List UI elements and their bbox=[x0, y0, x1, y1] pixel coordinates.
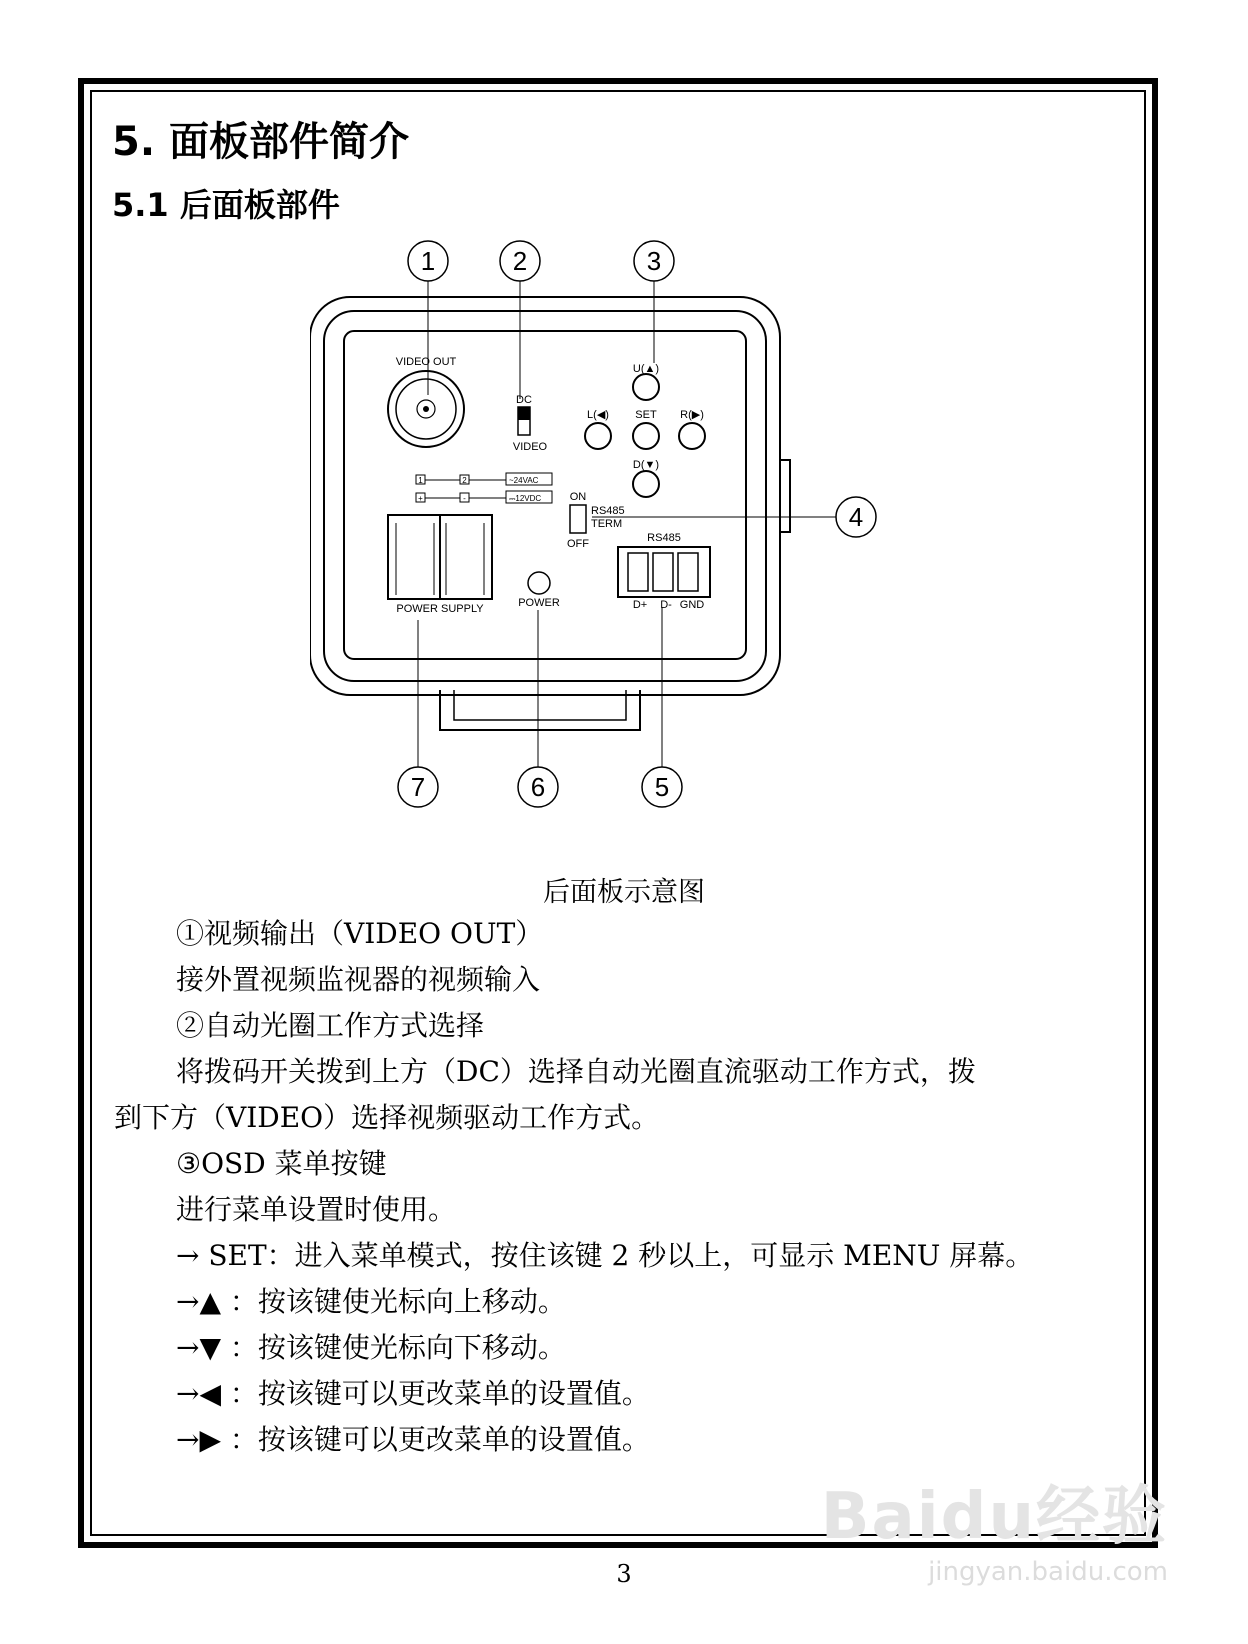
osd-button-left bbox=[585, 409, 611, 449]
body-line: →▲ ：按该键使光标向上移动。 bbox=[176, 1285, 566, 1318]
page-number: 3 bbox=[616, 1560, 632, 1588]
body-line: ③OSD 菜单按键 bbox=[176, 1147, 387, 1180]
svg-text:L(◀): L(◀) bbox=[587, 409, 609, 421]
callout-6 bbox=[518, 767, 558, 807]
dc-video-switch bbox=[513, 394, 548, 453]
svg-text:TERM: TERM bbox=[591, 518, 623, 530]
svg-text:OFF: OFF bbox=[567, 538, 589, 550]
svg-text:U(▲): U(▲) bbox=[632, 363, 660, 375]
power-led bbox=[518, 572, 560, 609]
power-polarity-labels bbox=[416, 473, 552, 503]
callout-4 bbox=[836, 497, 876, 537]
rs485-terminal bbox=[618, 532, 710, 611]
callout-5 bbox=[642, 767, 682, 807]
osd-button-set bbox=[633, 409, 659, 449]
rear-panel-diagram bbox=[310, 235, 910, 825]
svg-text:~24VAC: ~24VAC bbox=[509, 476, 539, 485]
svg-text:GND: GND bbox=[679, 599, 705, 611]
body-line: →▶ ：按该键可以更改菜单的设置值。 bbox=[176, 1423, 650, 1456]
svg-text:4: 4 bbox=[848, 502, 864, 532]
svg-text:1: 1 bbox=[418, 476, 423, 485]
svg-text:RS485: RS485 bbox=[591, 505, 625, 517]
svg-text:1: 1 bbox=[420, 246, 436, 276]
body-line: → SET：进入菜单模式，按住该键 2 秒以上，可显示 MENU 屏幕。 bbox=[176, 1239, 1034, 1272]
callout-7 bbox=[398, 767, 438, 807]
svg-text:6: 6 bbox=[530, 772, 546, 802]
body-line: 接外置视频监视器的视频输入 bbox=[176, 963, 541, 996]
body-line: ②自动光圈工作方式选择 bbox=[176, 1009, 485, 1042]
callout-1 bbox=[408, 241, 448, 281]
svg-text:DC: DC bbox=[516, 394, 532, 406]
osd-button-down bbox=[633, 459, 659, 497]
svg-text:3: 3 bbox=[646, 246, 662, 276]
svg-text:SET: SET bbox=[635, 409, 657, 421]
body-line: 将拨码开关拨到上方（DC）选择自动光圈直流驱动工作方式，拨 bbox=[176, 1055, 976, 1088]
body-line: 到下方（VIDEO）选择视频驱动工作方式。 bbox=[114, 1101, 660, 1134]
svg-text:2: 2 bbox=[512, 246, 528, 276]
svg-text:5: 5 bbox=[654, 772, 670, 802]
callout-3 bbox=[634, 241, 674, 281]
section-heading: 5. 面板部件简介 bbox=[112, 119, 409, 165]
watermark-url: jingyan.baidu.com bbox=[928, 1557, 1168, 1587]
svg-text:+: + bbox=[418, 494, 423, 503]
svg-text:R(▶): R(▶) bbox=[680, 409, 704, 421]
svg-text:VIDEO: VIDEO bbox=[512, 441, 548, 453]
svg-text:D+: D+ bbox=[632, 599, 648, 611]
callout-2 bbox=[500, 241, 540, 281]
body-line: →◀ ：按该键可以更改菜单的设置值。 bbox=[176, 1377, 650, 1410]
body-line: 进行菜单设置时使用。 bbox=[176, 1193, 457, 1226]
svg-text:RS485: RS485 bbox=[647, 532, 681, 544]
svg-text:POWER: POWER bbox=[518, 597, 560, 609]
figure-caption: 后面板示意图 bbox=[543, 877, 705, 908]
svg-text:7: 7 bbox=[410, 772, 426, 802]
svg-text:2: 2 bbox=[462, 476, 467, 485]
svg-text:-: - bbox=[463, 494, 466, 503]
rs485-term-switch bbox=[567, 491, 625, 550]
watermark-logo: Baidu经验 bbox=[820, 1480, 1168, 1554]
svg-text:POWER SUPPLY: POWER SUPPLY bbox=[396, 603, 484, 615]
osd-button-right bbox=[679, 409, 705, 449]
svg-text:D-: D- bbox=[660, 599, 672, 611]
svg-text:VIDEO OUT: VIDEO OUT bbox=[395, 356, 457, 368]
power-supply-terminal bbox=[388, 515, 492, 615]
svg-text:ON: ON bbox=[569, 491, 587, 503]
osd-button-up bbox=[633, 363, 659, 400]
body-line: ①视频输出（VIDEO OUT） bbox=[176, 917, 544, 950]
subsection-heading: 5.1 后面板部件 bbox=[112, 186, 340, 224]
svg-text:⎓12VDC: ⎓12VDC bbox=[509, 494, 542, 503]
body-line: →▼ ：按该键使光标向下移动。 bbox=[176, 1331, 566, 1364]
video-out-connector bbox=[388, 356, 464, 447]
svg-text:D(▼): D(▼) bbox=[632, 459, 660, 471]
